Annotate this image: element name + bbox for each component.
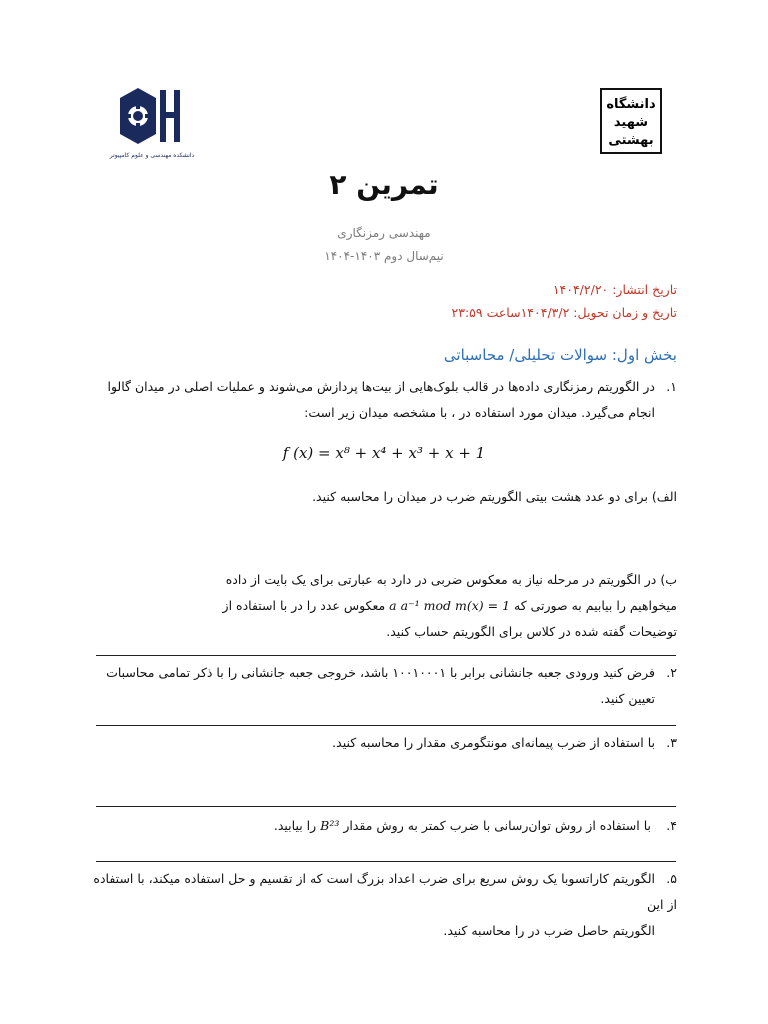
question-4: ۴. با استفاده از روش توان‌رسانی با ضرب کمتر به روش مقدار B²³ را بیابید. [87,813,677,839]
question-1-line-2: انجام می‌گیرد. میدان مورد استفاده در ، با مشخصه میدان زیر است: [304,405,655,420]
course-name: مهندسی رمزنگاری [337,226,431,240]
part-b-line-2: میخواهیم را بیابیم به صورتی که a a⁻¹ mod m(x) = 1 معکوس عدد را در با استفاده از [222,598,677,613]
faculty-emblem-icon [108,84,192,150]
divider [96,655,676,656]
question-1-part-a: الف) برای دو عدد هشت بیتی الگوریتم ضرب در میدان را محاسبه کنید. [312,489,677,504]
publish-date: تاریخ انتشار: ۱۴۰۴/۲/۲۰ [552,282,677,297]
divider [96,861,676,862]
question-1-part-b [87,567,677,645]
part-b-line-3: توضیحات گفته شده در کلاس برای الگوریتم حساب کنید. [386,624,677,639]
question-2: ۲.فرض کنید ورودی جعبه جانشانی برابر با ۱۰۰۱۰۰۰۱ باشد، خروجی جعبه جانشانی را با ذکر تمامی محاسبات تعیین کنید. [87,660,677,712]
section-heading: بخش اول: سوالات تحلیلی/ محاسباتی [443,346,677,364]
faculty-logo [108,84,195,164]
inverse-equation: a a⁻¹ mod m(x) = 1 [389,598,511,613]
question-3: ۳.با استفاده از ضرب پیمانه‌ای مونتگومری مقدار را محاسبه کنید. [87,730,677,756]
semester: نیم‌سال دوم ۱۴۰۳-۱۴۰۴ [324,249,444,263]
university-logo-line-3: بهشتی [608,133,654,148]
divider [96,725,676,726]
question-5-number: ۵. [666,871,677,886]
university-logo-line-2: شهید [613,115,649,130]
question-1-line-1: ۱.در الگوریتم رمزنگاری داده‌ها در قالب بلوک‌هایی از بیت‌ها پردازش می‌شوند و عملیات اصلی در میدان گالوا [87,374,677,400]
university-logo-line-1: دانشگاه [606,97,656,112]
question-1-number: ۱. [666,379,677,394]
divider [96,806,676,807]
university-logo [600,88,662,154]
page-title: تمرین ۲ [329,168,439,201]
part-b-line-1: ب) در الگوریتم در مرحله نیاز به معکوس ضربی در دارد به عبارتی برای یک بایت از داده [225,572,677,587]
question-2-number: ۲. [666,665,677,680]
power-expression: B²³ [320,818,340,833]
question-3-number: ۳. [666,735,677,750]
question-1 [87,374,677,426]
faculty-logo-caption: دانشکده مهندسی و علوم کامپیوتر [109,152,195,159]
field-polynomial: f (x) = x⁸ + x⁴ + x³ + x + 1 [282,444,486,462]
university-seal-icon [600,88,662,154]
question-5: ۵.الگوریتم کاراتسوبا یک روش سریع برای ضرب اعداد بزرگ است که از تقسیم و حل استفاده میکند، با استفاده از این الگوریتم حاصل ضرب در را محاسبه کنید. [87,866,677,944]
deadline-date: تاریخ و زمان تحویل: ۱۴۰۴/۳/۲ساعت ۲۳:۵۹ [451,305,677,320]
question-4-number: ۴. [666,818,677,833]
